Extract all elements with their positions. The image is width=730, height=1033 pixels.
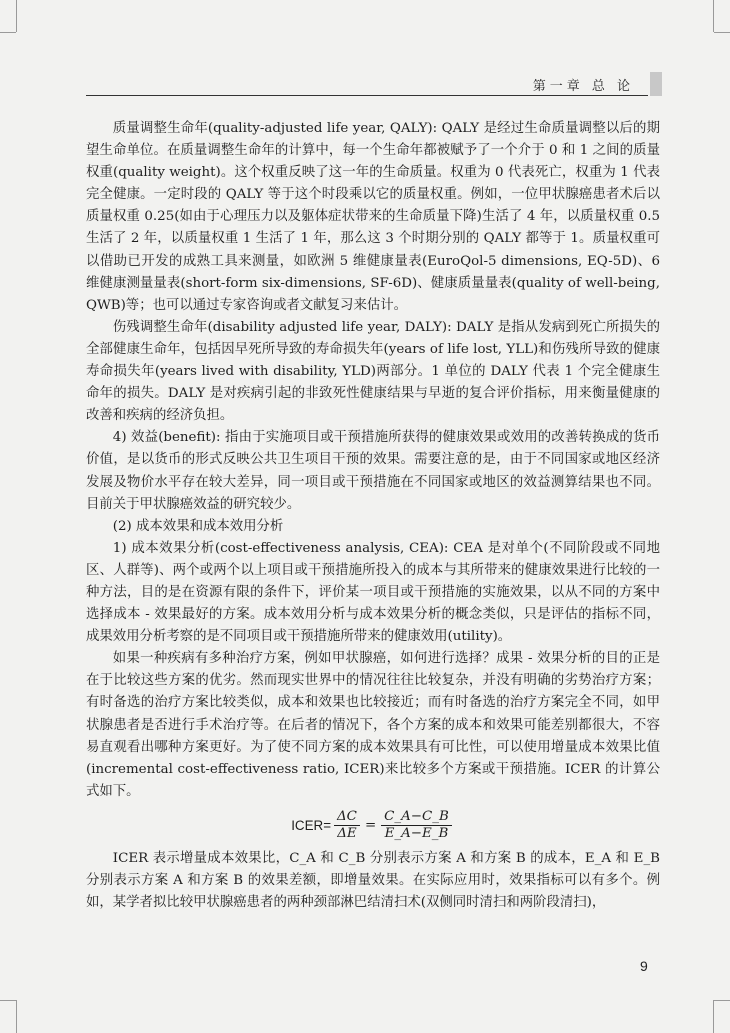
formula-numerator: ΔC [334, 809, 360, 826]
crop-mark [714, 32, 730, 33]
formula-lhs: ICER= [291, 817, 332, 833]
formula-fraction-diff [381, 809, 452, 842]
formula-fraction-delta [334, 809, 360, 842]
running-head [86, 73, 648, 96]
paragraph-icer-intro: 如果一种疾病有多种治疗方案，例如甲状腺癌，如何进行选择？成果 - 效果分析的目的正是在于比较这些方案的优劣。然而现实世界中的情况往往比较复杂，并没有明确的劣势治疗方案；有时备选的治疗方案比较类似，成本和效果也比较接近；而有时备选的治疗方案完全不同，如甲状腺患者是否进行手术治疗等。在后者的情况下，各个方案的成本和效果可能差别都很大，不容易直观看出哪种方案更好。为了使不同方案的成本效果具有可比性，可以使用增量成本效果比值(incremental cost-effectiveness ratio, ICER)来比较多个方案或干预措施。ICER 的计算公式如下。 [86, 651, 660, 799]
paragraph-icer-explain: ICER 表示增量成本效果比，C_A 和 C_B 分别表示方案 A 和方案 B 的成本，E_A 和 E_B 分别表示方案 A 和方案 B 的效果差额，即增量效果。在实际应用时，效果指标可以有多个。例如，某学者拟比较甲状腺癌患者的两种颈部淋巴结清扫术(双侧同时清扫和两阶段清扫)， [86, 850, 660, 911]
formula-denominator: ΔE [337, 826, 357, 842]
formula-denominator: E_A−E_B [384, 826, 449, 842]
section-heading: (2) 成本效果和成本效用分析 [112, 518, 284, 534]
crop-mark [16, 1000, 17, 1033]
page-number: 9 [640, 958, 648, 974]
crop-mark [713, 1000, 714, 1033]
crop-mark [0, 1000, 16, 1001]
header-tab-marker [650, 72, 662, 96]
paragraph-benefit: 4) 效益(benefit): 指由于实施项目或干预措施所获得的健康效果或效用的改善转换成的货币价值，是以货币的形式反映公共卫生项目干预的效果。需要注意的是，由于不同国家或地区经济发展及物价水平存在较大差异，同一项目或干预措施在不同国家或地区的效益测算结果也不同。目前关于甲状腺癌效益的研究较少。 [86, 430, 660, 512]
crop-mark [713, 0, 714, 32]
paragraph-cea: 1) 成本效果分析(cost-effectiveness analysis, CEA): CEA 是对单个(不同阶段或不同地区、人群等)、两个或两个以上项目或干预措施所投入的成本与其所带来的健康效果进行比较的一种方法，目的是在资源有限的条件下，评价某一项目或干预措施的实施效果，以从不同的方案中选择成本 - 效果最好的方案。成本效用分析与成本效果分析的概念类似，只是评估的指标不同，成果效用分析考察的是不同项目或干预措施所带来的健康效用(utility)。 [86, 540, 660, 645]
paragraph-qaly: 质量调整生命年(quality-adjusted life year, QALY): QALY 是经过生命质量调整以后的期望生命单位。在质量调整生命年的计算中，每一个生命年都被赋予了一个介于 0 和 1 之间的质量权重(quality weight)。这个权重反映了这一年的生命质量。权重为 0 代表死亡，权重为 1 代表完全健康。一定时段的 QALY 等于这个时段乘以它的质量权重。例如，一位甲状腺癌患者术后以质量权重 0.25(如由于心理压力以及躯体症状带来的生命质量下降)生活了 4 年，以质量权重 0.5 生活了 2 年，以质量权重 1 生活了 1 年，那么这 3 个时期分别的 QALY 都等于 1。质量权重可以借助已开发的成熟工具来测量，如欧洲 5 维健康量表(EuroQol-5 dimensions, EQ-5D)、6 维健康测量量表(short-form six-dimensions, SF-6D)、健康质量量表(quality of well-being, QWB)等；也可以通过专家咨询或者文献复习来估计。 [86, 121, 660, 313]
chapter-title: 第一章 总 论 [532, 79, 634, 94]
crop-mark [16, 0, 17, 32]
formula-equals: = [364, 817, 377, 833]
crop-mark [0, 32, 16, 33]
icer-formula [86, 804, 660, 848]
formula-numerator: C_A−C_B [381, 809, 452, 826]
paragraph-daly: 伤残调整生命年(disability adjusted life year, DALY): DALY 是指从发病到死亡所损失的全部健康生命年，包括因早死所导致的寿命损失年(years of life lost, YLL)和伤残所导致的健康寿命损失年(years lived with disability, YLD)两部分。1 单位的 DALY 代表 1 个完全健康生命年的损失。DALY 是对疾病引起的非致死性健康结果与早逝的复合评价指标，用来衡量健康的改善和疾病的经济负担。 [86, 319, 660, 424]
crop-mark [714, 1000, 730, 1001]
page-body [86, 118, 660, 914]
